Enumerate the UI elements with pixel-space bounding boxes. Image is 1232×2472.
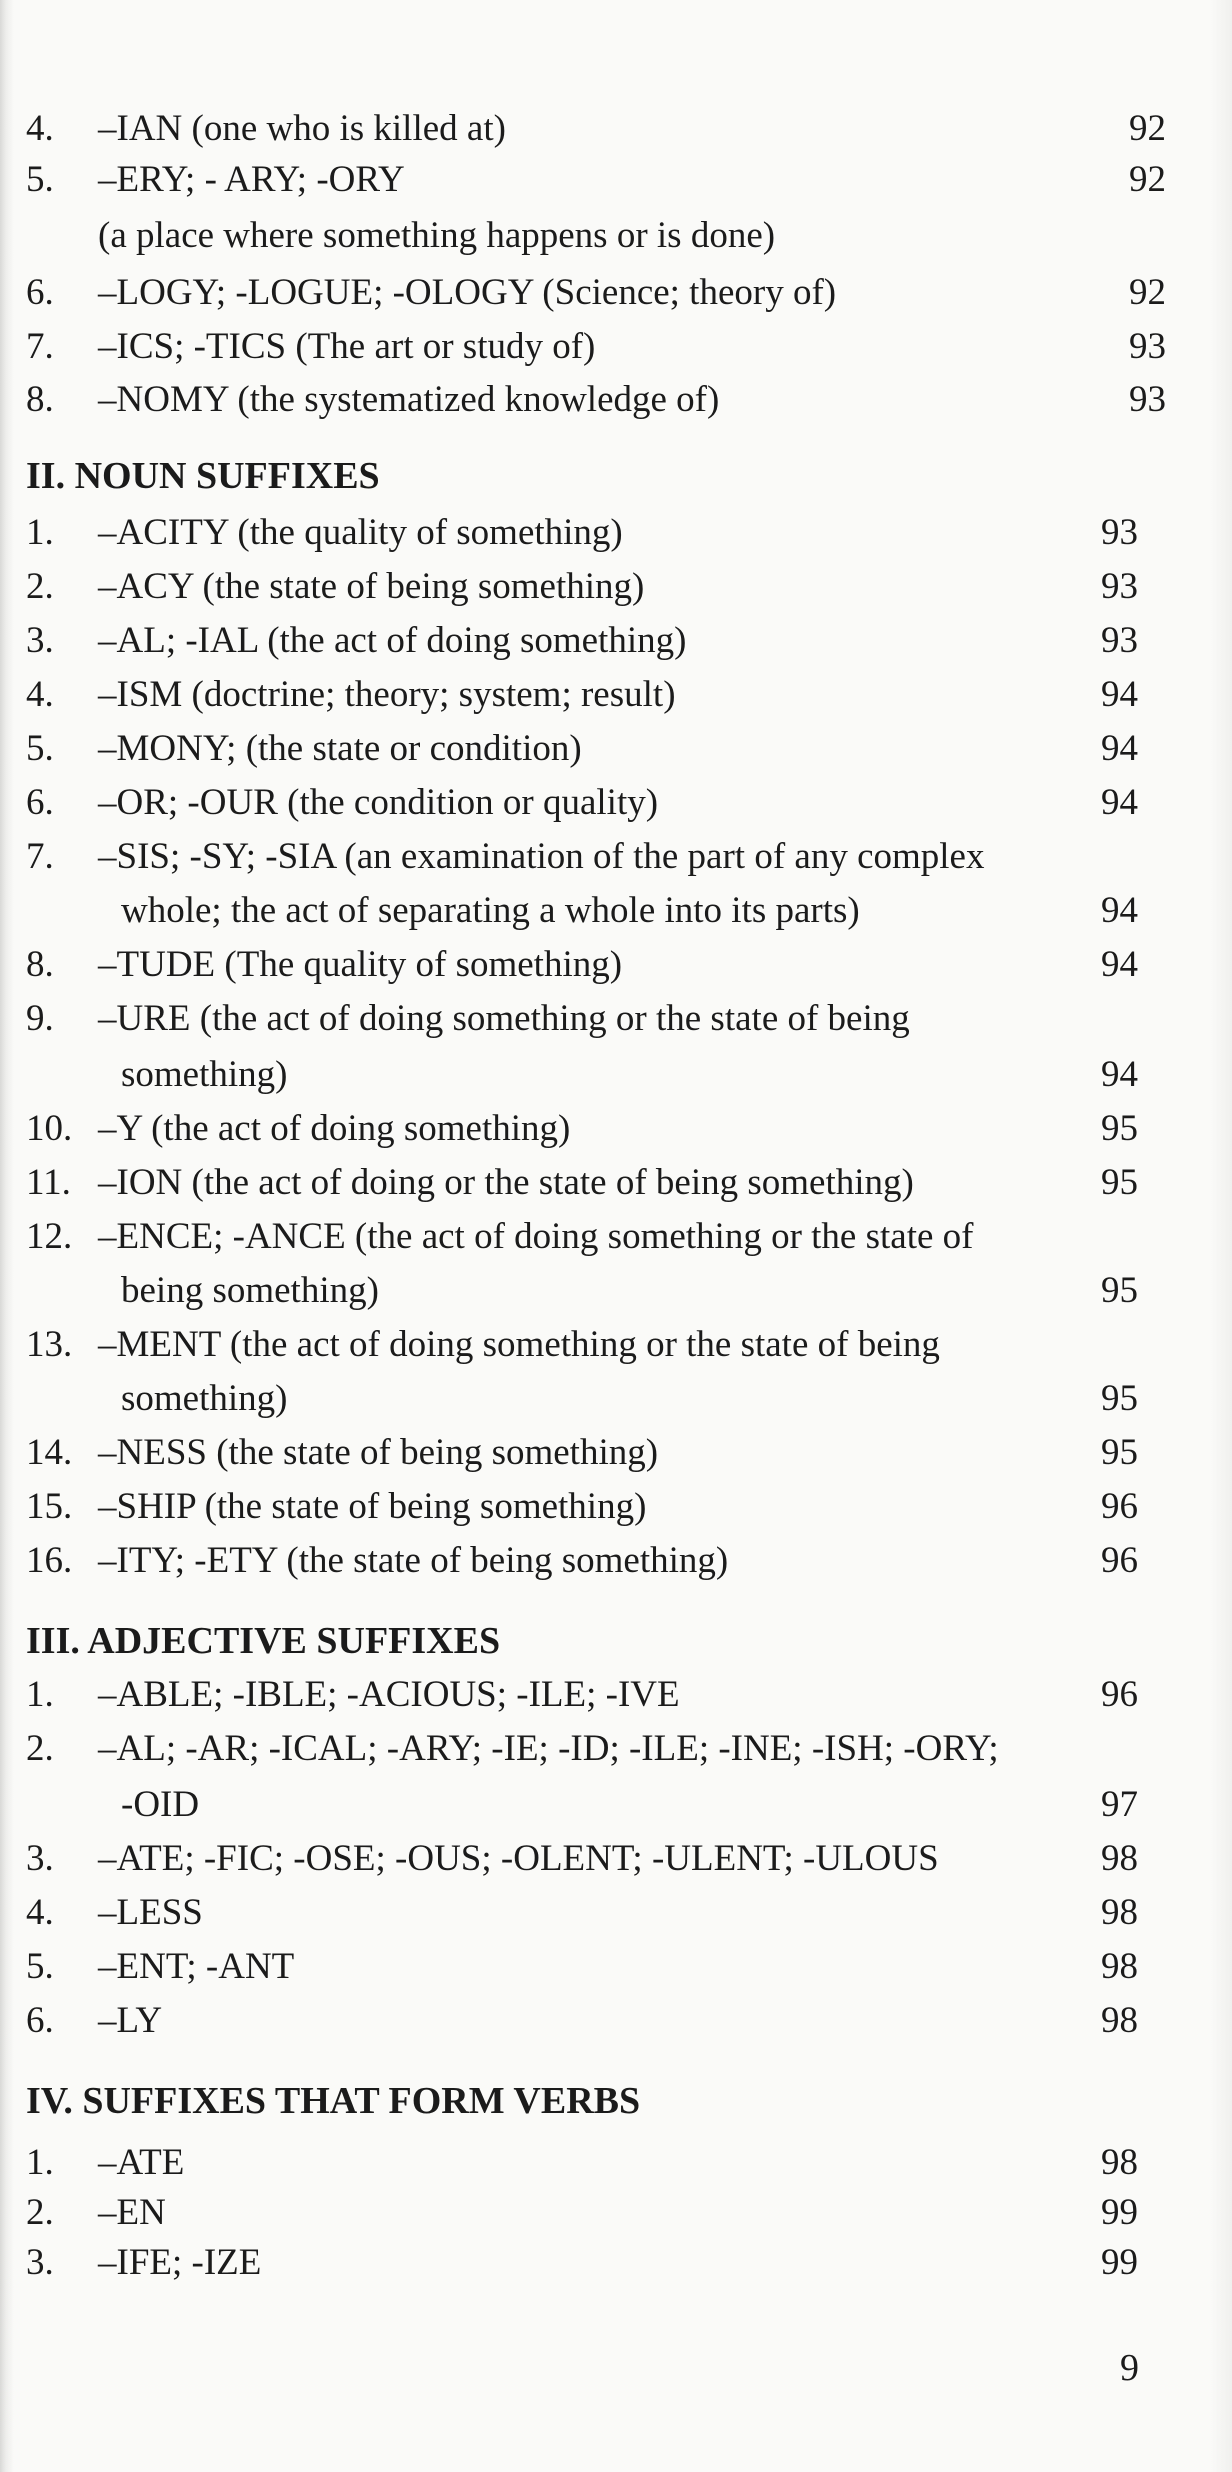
toc-entry-continuation [26, 888, 1166, 934]
entry-number: 2. [26, 1728, 54, 1769]
entry-number: 1. [26, 512, 54, 553]
entry-number: 2. [26, 566, 54, 607]
entry-page: 97 [1101, 1784, 1138, 1825]
entry-page: 95 [1101, 1162, 1138, 1203]
page-number: 9 [1120, 2347, 1139, 2389]
toc-entry [26, 1430, 1166, 1476]
toc-entry [26, 324, 1166, 370]
toc-entry [26, 1836, 1166, 1882]
toc-entry [26, 726, 1166, 772]
toc-entry [26, 564, 1166, 610]
toc-entry-continuation [26, 1782, 1166, 1828]
entry-page: 96 [1101, 1486, 1138, 1527]
entry-text: –ATE; -FIC; -OSE; -OUS; -OLENT; -ULENT; -ULOUS [98, 1838, 939, 1879]
entry-page: 93 [1129, 379, 1166, 420]
entry-number: 3. [26, 620, 54, 661]
entry-number: 16. [26, 1540, 73, 1581]
entry-page: 94 [1101, 674, 1138, 715]
entry-number: 8. [26, 944, 54, 985]
entry-text: –ATE [98, 2142, 185, 2183]
entry-text: –AL; -AR; -ICAL; -ARY; -IE; -ID; -ILE; -INE; -ISH; -ORY; [98, 1728, 999, 1769]
entry-page: 98 [1101, 1838, 1138, 1879]
toc-entry [26, 377, 1166, 423]
entry-page: 95 [1101, 1432, 1138, 1473]
entry-text: –MONY; (the state or condition) [98, 728, 582, 769]
entry-text: –ACITY (the quality of something) [98, 512, 623, 553]
entry-page: 93 [1101, 566, 1138, 607]
entry-page: 99 [1101, 2192, 1138, 2233]
entry-continuation-text: something) [121, 1378, 288, 1419]
toc-entry [26, 1998, 1166, 2044]
entry-number: 5. [26, 728, 54, 769]
entry-page: 92 [1129, 108, 1166, 149]
toc-entry [26, 270, 1166, 316]
toc-entry [26, 834, 1166, 880]
entry-page: 99 [1101, 2242, 1138, 2283]
entry-text: –ENT; -ANT [98, 1946, 295, 1987]
entry-page: 96 [1101, 1674, 1138, 1715]
entry-text: –ACY (the state of being something) [98, 566, 645, 607]
entry-page: 93 [1129, 326, 1166, 367]
entry-page: 98 [1101, 2000, 1138, 2041]
toc-entry [26, 1160, 1166, 1206]
toc-entry-continuation [26, 1268, 1166, 1314]
entry-number: 11. [26, 1162, 71, 1203]
entry-number: 9. [26, 998, 54, 1039]
entry-page: 98 [1101, 1892, 1138, 1933]
entry-number: 7. [26, 326, 54, 367]
entry-number: 3. [26, 2242, 54, 2283]
toc-entry [26, 1106, 1166, 1152]
entry-text: –SHIP (the state of being something) [98, 1486, 647, 1527]
entry-text: –ISM (doctrine; theory; system; result) [98, 674, 676, 715]
entry-page: 94 [1101, 1054, 1138, 1095]
entry-continuation-text: something) [121, 1054, 288, 1095]
toc-entry [26, 1214, 1166, 1260]
entry-text: –MENT (the act of doing something or the state of being [98, 1324, 940, 1365]
entry-text: –Y (the act of doing something) [98, 1108, 571, 1149]
entry-text: –EN [98, 2192, 166, 2233]
entry-number: 1. [26, 1674, 54, 1715]
toc-entry [26, 2190, 1166, 2236]
entry-number: 6. [26, 782, 54, 823]
entry-text: –LY [98, 2000, 163, 2041]
entry-text: –IFE; -IZE [98, 2242, 262, 2283]
entry-text: –ABLE; -IBLE; -ACIOUS; -ILE; -IVE [98, 1674, 680, 1715]
entry-continuation-text: -OID [121, 1784, 200, 1825]
toc-entry [26, 2240, 1166, 2286]
toc-entry-continuation [26, 1376, 1166, 1422]
toc-entry [26, 618, 1166, 664]
entry-number: 4. [26, 108, 54, 149]
toc-entry-continuation [26, 1052, 1166, 1098]
toc-entry [26, 157, 1166, 203]
entry-text: –NESS (the state of being something) [98, 1432, 659, 1473]
entry-number: 14. [26, 1432, 73, 1473]
entry-number: 13. [26, 1324, 73, 1365]
entry-page: 95 [1101, 1270, 1138, 1311]
entry-text: –ERY; - ARY; -ORY [98, 159, 405, 200]
entry-page: 92 [1129, 272, 1166, 313]
toc-entry [26, 942, 1166, 988]
toc-entry [26, 1484, 1166, 1530]
entry-page: 95 [1101, 1108, 1138, 1149]
entry-number: 1. [26, 2142, 54, 2183]
entry-number: 6. [26, 2000, 54, 2041]
section-heading-noun-suffixes: II. NOUN SUFFIXES [26, 455, 380, 497]
entry-page: 96 [1101, 1540, 1138, 1581]
entry-text: –ENCE; -ANCE (the act of doing something or the state of [98, 1216, 974, 1257]
entry-number: 5. [26, 1946, 54, 1987]
toc-entry [26, 780, 1166, 826]
entry-page: 92 [1129, 159, 1166, 200]
entry-text: –ION (the act of doing or the state of being something) [98, 1162, 914, 1203]
entry-number: 15. [26, 1486, 73, 1527]
toc-entry [26, 1322, 1166, 1368]
entry-text: –SIS; -SY; -SIA (an examination of the part of any complex [98, 836, 985, 877]
toc-entry [26, 1890, 1166, 1936]
entry-number: 4. [26, 1892, 54, 1933]
toc-entry [26, 510, 1166, 556]
toc-entry [26, 996, 1166, 1042]
toc-entry [26, 2140, 1166, 2186]
section-heading-verb-suffixes: IV. SUFFIXES THAT FORM VERBS [26, 2080, 641, 2122]
entry-page: 94 [1101, 944, 1138, 985]
entry-number: 7. [26, 836, 54, 877]
entry-text: –OR; -OUR (the condition or quality) [98, 782, 659, 823]
entry-page: 98 [1101, 1946, 1138, 1987]
entry-text: –AL; -IAL (the act of doing something) [98, 620, 687, 661]
entry-continuation-text: (a place where something happens or is done) [98, 215, 776, 256]
entry-number: 3. [26, 1838, 54, 1879]
toc-entry [26, 1672, 1166, 1718]
entry-text: –NOMY (the systematized knowledge of) [98, 379, 720, 420]
entry-number: 2. [26, 2192, 54, 2233]
entry-number: 4. [26, 674, 54, 715]
entry-text: –LOGY; -LOGUE; -OLOGY (Science; theory of) [98, 272, 837, 313]
toc-entry [26, 1944, 1166, 1990]
entry-number: 5. [26, 159, 54, 200]
entry-continuation-text: whole; the act of separating a whole into its parts) [121, 890, 860, 931]
toc-entry [26, 1726, 1166, 1772]
entry-page: 94 [1101, 782, 1138, 823]
entry-page: 94 [1101, 728, 1138, 769]
entry-text: –LESS [98, 1892, 203, 1933]
entry-number: 12. [26, 1216, 73, 1257]
entry-page: 93 [1101, 512, 1138, 553]
entry-text: –TUDE (The quality of something) [98, 944, 623, 985]
toc-entry [26, 1538, 1166, 1584]
toc-entry [26, 672, 1166, 718]
entry-text: –URE (the act of doing something or the state of being [98, 998, 910, 1039]
entry-text: –ICS; -TICS (The art or study of) [98, 326, 596, 367]
entry-number: 6. [26, 272, 54, 313]
entry-page: 94 [1101, 890, 1138, 931]
entry-continuation-text: being something) [121, 1270, 379, 1311]
entry-page: 95 [1101, 1378, 1138, 1419]
entry-page: 98 [1101, 2142, 1138, 2183]
section-heading-adjective-suffixes: III. ADJECTIVE SUFFIXES [26, 1620, 501, 1662]
entry-text: –ITY; -ETY (the state of being something) [98, 1540, 729, 1581]
toc-entry [26, 106, 1166, 152]
entry-number: 10. [26, 1108, 73, 1149]
entry-page: 93 [1101, 620, 1138, 661]
entry-number: 8. [26, 379, 54, 420]
toc-entry-continuation [26, 213, 1166, 259]
entry-text: –IAN (one who is killed at) [98, 108, 506, 149]
